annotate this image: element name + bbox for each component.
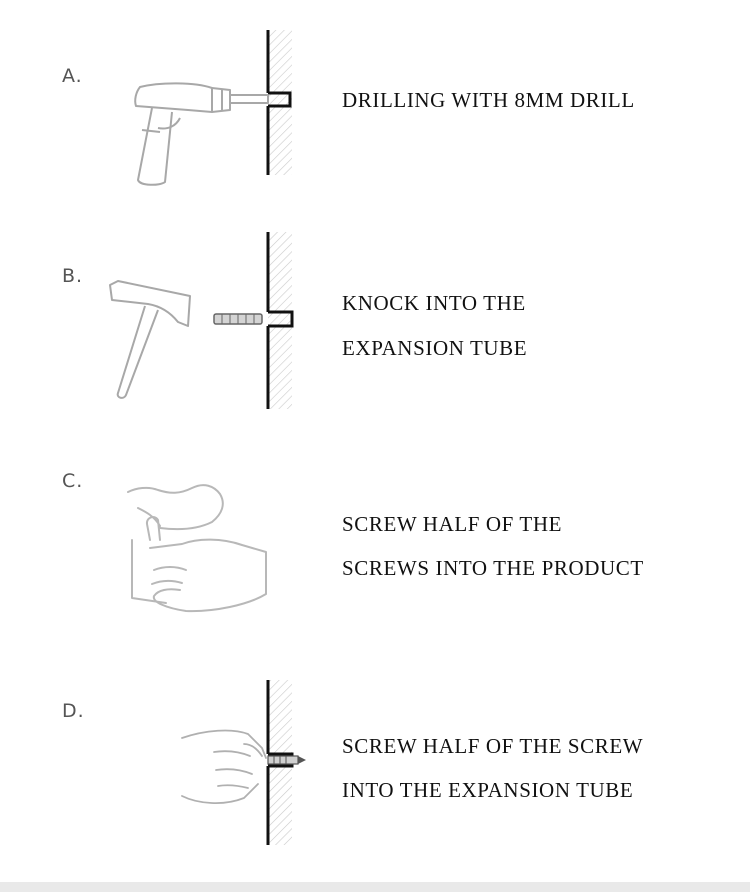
step-text-line: SCREW HALF OF THE — [342, 512, 563, 536]
step-text-line: INTO THE EXPANSION TUBE — [342, 778, 634, 802]
screw-icon — [268, 756, 306, 764]
step-d-illustration — [0, 0, 320, 860]
hand-icon — [182, 731, 266, 804]
step-text-line: EXPANSION TUBE — [342, 336, 528, 360]
step-text-line: SCREWS INTO THE PRODUCT — [342, 556, 644, 580]
step-letter: A. — [62, 65, 83, 87]
step-letter: B. — [62, 265, 84, 287]
bottom-divider — [0, 882, 750, 892]
step-text-line: DRILLING WITH 8MM DRILL — [342, 88, 635, 112]
step-text-line: SCREW HALF OF THE SCREW — [342, 734, 644, 758]
step-letter: C. — [62, 470, 84, 492]
step-letter: D. — [62, 700, 85, 722]
step-text-line: KNOCK INTO THE — [342, 291, 526, 315]
